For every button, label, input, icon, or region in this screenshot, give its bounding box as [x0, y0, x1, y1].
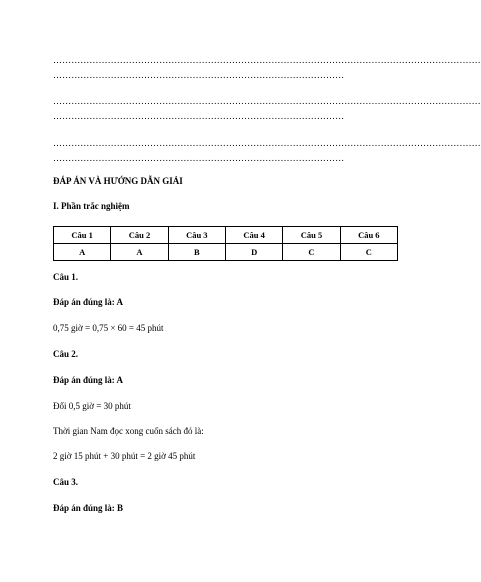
question-header-cell: Câu 6 [340, 227, 397, 244]
section-multiple-choice-heading: I. Phần trắc nghiệm [53, 201, 130, 211]
answer-cell: A [54, 244, 111, 261]
question-header-cell: Câu 2 [111, 227, 168, 244]
question-1-answer: Đáp án đúng là: A [53, 297, 124, 307]
dotted-answer-line: …………………………………………………………………………………… [53, 111, 345, 121]
question-2-explanation-line: Đổi 0,5 giờ = 30 phút [53, 401, 131, 411]
dotted-answer-line: …………………………………………………………………………………………………………………………… [53, 138, 481, 148]
question-2-explanation-line: Thời gian Nam đọc xong cuốn sách đó là: [53, 426, 204, 436]
answer-cell: A [111, 244, 168, 261]
answer-table [53, 226, 398, 261]
answer-cell: C [340, 244, 397, 261]
question-3-answer: Đáp án đúng là: B [53, 503, 124, 513]
question-2-title: Câu 2. [53, 349, 79, 359]
question-header-cell: Câu 4 [225, 227, 282, 244]
answer-table-header-row [54, 227, 398, 244]
question-2-answer: Đáp án đúng là: A [53, 375, 124, 385]
answer-cell: B [168, 244, 225, 261]
dotted-answer-line: …………………………………………………………………………………… [53, 70, 345, 80]
question-3-title: Câu 3. [53, 477, 79, 487]
answer-key-heading: ĐÁP ÁN VÀ HƯỚNG DẪN GIẢI [53, 176, 183, 186]
dotted-answer-line: …………………………………………………………………………………… [53, 153, 345, 163]
question-2-explanation-line: 2 giờ 15 phút + 30 phút = 2 giờ 45 phút [53, 451, 196, 461]
answer-table-values-row [54, 244, 398, 261]
question-1-explanation: 0,75 giờ = 0,75 × 60 = 45 phút [53, 323, 164, 333]
question-1-title: Câu 1. [53, 272, 79, 282]
question-header-cell: Câu 5 [283, 227, 340, 244]
dotted-answer-line: …………………………………………………………………………………………………………………………… [53, 96, 481, 106]
answer-cell: C [283, 244, 340, 261]
question-header-cell: Câu 3 [168, 227, 225, 244]
question-header-cell: Câu 1 [54, 227, 111, 244]
answer-cell: D [225, 244, 282, 261]
dotted-answer-line: …………………………………………………………………………………………………………………………… [53, 55, 481, 65]
